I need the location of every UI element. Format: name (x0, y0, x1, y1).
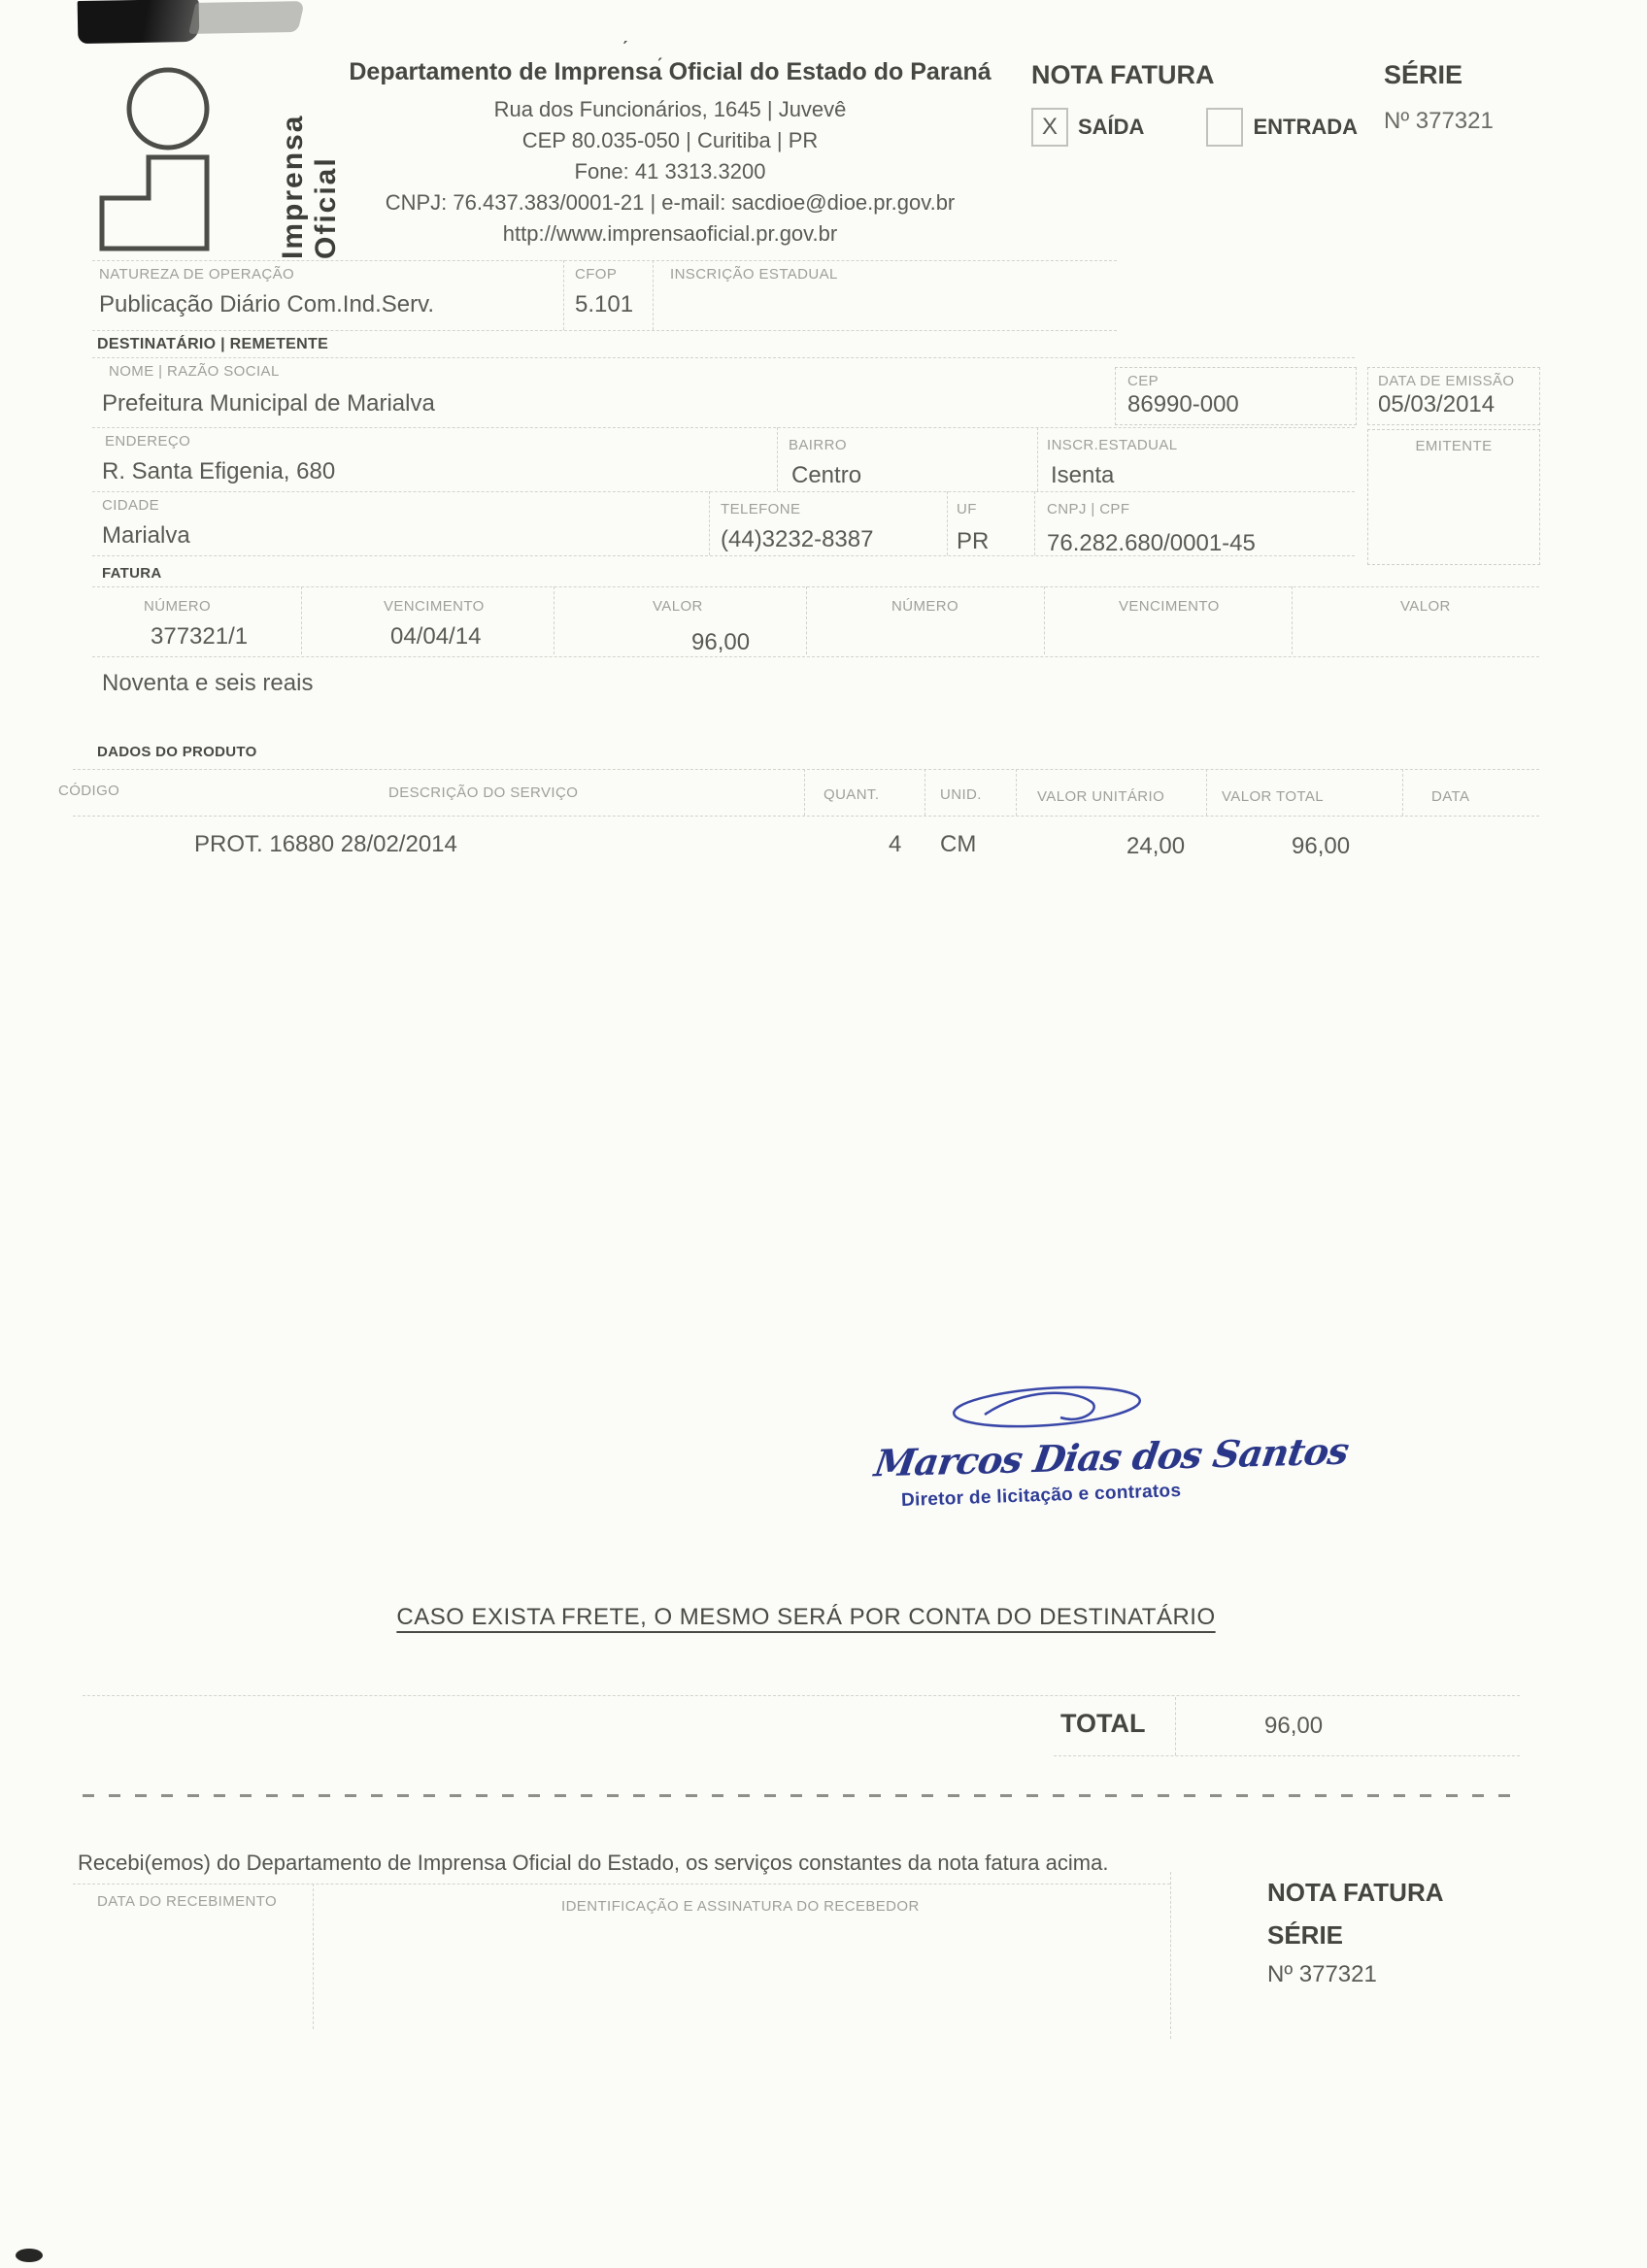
imprensa-oficial-logo (92, 21, 342, 259)
nota-fatura-title: NOTA FATURA (1031, 60, 1215, 89)
form-line (92, 586, 1539, 587)
uf-value: PR (957, 528, 990, 554)
form-line (1054, 1755, 1520, 1756)
pen-marks: ˊˏ (622, 37, 690, 61)
form-line (1044, 586, 1045, 654)
uf-label: UF (957, 501, 977, 517)
cfop-value: 5.101 (575, 291, 634, 317)
fatura-vencimento-value: 04/04/14 (390, 623, 482, 650)
cfop-label: CFOP (575, 266, 618, 283)
fatura-column-header: NÚMERO (891, 598, 959, 615)
serie-block (1384, 60, 1494, 135)
address-line2: CEP 80.035-050 | Curitiba | PR (521, 127, 819, 152)
produto-column-header: DESCRIÇÃO DO SERVIÇO (388, 784, 579, 801)
cnpj-email-line: CNPJ: 76.437.383/0001-21 | e-mail: sacdioe@dioe.pr.gov.br (385, 189, 956, 215)
form-line (1206, 769, 1207, 816)
scan-artifact-dot (16, 2249, 43, 2262)
fatura-column-header: VENCIMENTO (384, 598, 485, 615)
form-line (73, 816, 1539, 817)
natureza-operacao-value: Publicação Diário Com.Ind.Serv. (99, 291, 435, 317)
invoice-number: Nº 377321 (1384, 108, 1494, 134)
form-line (73, 769, 1539, 770)
data-emissao-label: DATA DE EMISSÃO (1378, 373, 1515, 389)
logo-shape-icon (92, 21, 248, 259)
form-line (806, 586, 807, 654)
form-line (92, 357, 1355, 358)
form-line (1175, 1697, 1176, 1755)
produto-column-header: CÓDIGO (58, 783, 120, 799)
cep-value: 86990-000 (1127, 391, 1239, 417)
recibo-invoice-number: Nº 377321 (1267, 1961, 1377, 1987)
data-emissao-value: 05/03/2014 (1378, 391, 1496, 417)
form-line (92, 260, 1117, 261)
endereco-label: ENDEREÇO (105, 433, 191, 450)
identificacao-label: IDENTIFICAÇÃO E ASSINATURA DO RECEBEDOR (561, 1898, 920, 1915)
form-line (777, 427, 778, 491)
form-line (1402, 769, 1403, 816)
telefone-value: (44)3232-8387 (721, 526, 874, 552)
cidade-value: Marialva (102, 522, 190, 549)
entrada-label: ENTRADA (1253, 115, 1359, 139)
produto-column-header: VALOR UNITÁRIO (1037, 788, 1165, 805)
form-line (924, 769, 925, 816)
inscricao-estadual-label: INSCRIÇÃO ESTADUAL (670, 266, 838, 283)
letterhead (320, 58, 1020, 249)
recibo-nota-fatura-label: NOTA FATURA (1267, 1878, 1444, 1907)
endereco-value: R. Santa Efigenia, 680 (102, 458, 336, 484)
telefone-label: TELEFONE (721, 501, 801, 517)
form-line (92, 427, 1355, 428)
total-label: TOTAL (1060, 1709, 1146, 1738)
form-line (1037, 427, 1038, 491)
saida-checkbox (1031, 108, 1068, 147)
form-line (554, 586, 555, 654)
form-line (1170, 1872, 1171, 2039)
fatura-column-header: VENCIMENTO (1119, 598, 1220, 615)
valor-extenso: Noventa e seis reais (102, 670, 314, 696)
produto-descricao-value: PROT. 16880 28/02/2014 (194, 831, 457, 857)
saida-check-mark: X (1041, 114, 1058, 140)
nota-fatura-block (1031, 60, 1358, 147)
fatura-column-header: VALOR (653, 598, 703, 615)
entrada-checkbox (1206, 108, 1243, 147)
produto-quant-value: 4 (889, 831, 902, 857)
produto-column-header: QUANT. (824, 786, 880, 803)
form-line (83, 1695, 1520, 1696)
address-line1: Rua dos Funcionários, 1645 | Juvevê (493, 97, 847, 121)
form-line (947, 491, 948, 555)
produto-unid-value: CM (940, 831, 977, 857)
fatura-section-label: FATURA (102, 565, 162, 582)
form-line (1292, 586, 1293, 654)
form-line (301, 586, 302, 654)
fatura-column-header: NÚMERO (144, 598, 212, 615)
cep-label: CEP (1127, 373, 1160, 389)
cnpj-label: CNPJ | CPF (1047, 501, 1130, 517)
recibo-text: Recebi(emos) do Departamento de Imprensa Oficial do Estado, os serviços constantes da nota fatura acima. (78, 1851, 1109, 1875)
produto-section-label: DADOS DO PRODUTO (97, 744, 257, 760)
form-line (92, 491, 1355, 492)
cnpj-value: 76.282.680/0001-45 (1047, 530, 1256, 556)
org-name: Departamento de Imprensa Oficial do Estado do Paraná (349, 58, 992, 85)
website-line: http://www.imprensaoficial.pr.gov.br (502, 220, 838, 246)
frete-notice: CASO EXISTA FRETE, O MESMO SERÁ POR CONTA DO DESTINATÁRIO (396, 1604, 1216, 1630)
form-line (1034, 491, 1035, 555)
emitente-box (1367, 429, 1540, 565)
fatura-numero-value: 377321/1 (151, 623, 249, 650)
nome-value: Prefeitura Municipal de Marialva (102, 390, 435, 417)
tear-line (83, 1794, 1518, 1797)
signature-flourish-icon (944, 1381, 1153, 1442)
serie-title: SÉRIE (1384, 60, 1463, 89)
data-emissao-box (1367, 367, 1540, 425)
natureza-operacao-label: NATUREZA DE OPERAÇÃO (99, 266, 295, 283)
bairro-value: Centro (791, 462, 862, 488)
total-value: 96,00 (1264, 1713, 1324, 1739)
form-line (653, 260, 654, 330)
data-recebimento-label: DATA DO RECEBIMENTO (97, 1893, 278, 1910)
form-line (804, 769, 805, 816)
produto-valor-total-value: 96,00 (1292, 833, 1351, 859)
fatura-valor-value: 96,00 (691, 629, 751, 655)
signature-name: Marcos Dias dos Santos (871, 1428, 1352, 1485)
signature-role-stamp: Diretor de licitação e contratos (900, 1480, 1182, 1512)
produto-column-header: DATA (1431, 788, 1470, 805)
produto-column-header: VALOR TOTAL (1222, 788, 1324, 805)
inscr-estadual-label: INSCR.ESTADUAL (1047, 437, 1178, 453)
destinatario-section-label: DESTINATÁRIO | REMETENTE (97, 336, 329, 352)
recibo-serie-label: SÉRIE (1267, 1920, 1344, 1950)
logo-text: Imprensa Oficial (277, 114, 342, 259)
saida-label: SAÍDA (1078, 115, 1145, 139)
form-line (92, 330, 1117, 331)
form-line (1016, 769, 1017, 816)
form-line (313, 1884, 314, 2029)
form-line (563, 260, 564, 330)
emitente-label: EMITENTE (1415, 438, 1493, 454)
form-line (709, 491, 710, 555)
produto-valor-unitario-value: 24,00 (1126, 833, 1186, 859)
nome-label: NOME | RAZÃO SOCIAL (109, 363, 280, 380)
phone-line: Fone: 41 3313.3200 (574, 158, 766, 183)
bairro-label: BAIRRO (789, 437, 847, 453)
saida-entrada-row (1031, 108, 1358, 147)
cep-box (1115, 367, 1357, 425)
produto-column-header: UNID. (940, 786, 982, 803)
cidade-label: CIDADE (102, 497, 160, 514)
inscr-estadual-value: Isenta (1051, 462, 1115, 488)
fatura-column-header: VALOR (1400, 598, 1451, 615)
form-line (92, 656, 1539, 657)
